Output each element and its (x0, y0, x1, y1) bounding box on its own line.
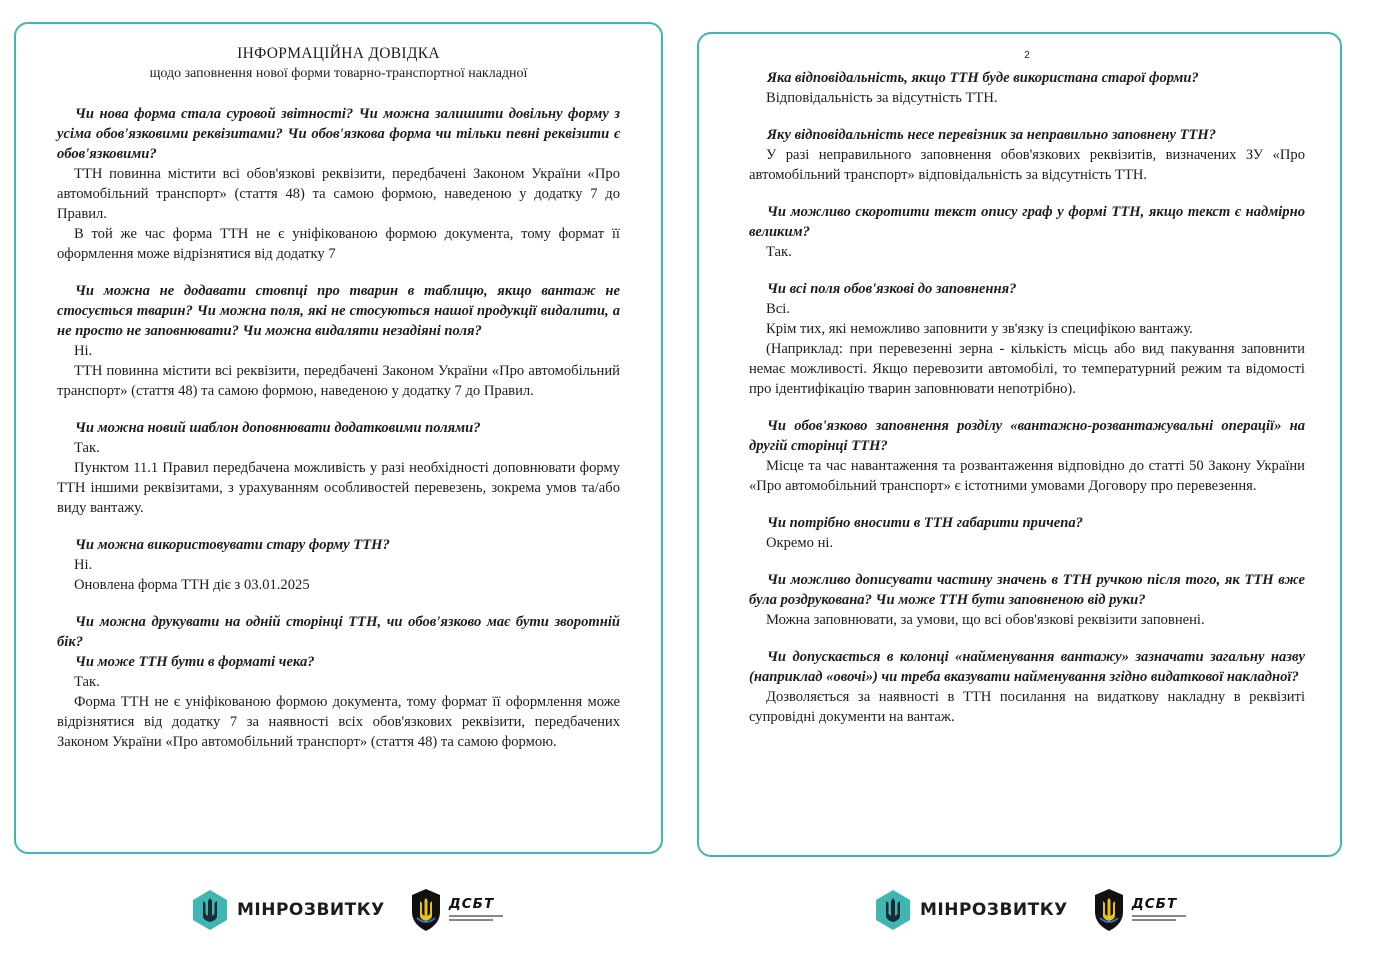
question-text: Чи всі поля обов'язкові до заповнення? (767, 281, 1017, 297)
answer-text: Всі. (766, 301, 790, 317)
qa-item (749, 647, 1305, 727)
answer-text: В той же час форма ТТН не є уніфікованою формою документа, тому формат її оформлення може відрізнятися від додатку 7 (57, 226, 620, 262)
answer-text: (Наприклад: при перевезенні зерна - кількість місць або вид пакування заповнити немає можливості. Якщо перевозити автомобілі, то температурний режим та відомості про ідентифікацію тварин заповнювати непотрібно). (749, 341, 1305, 397)
qa-item (57, 612, 620, 752)
question-text: Чи можливо дописувати частину значень в ТТН ручкою після того, як ТТН вже була роздрукована? Чи може ТТН бути заповненою від руки? (749, 572, 1305, 608)
footer-logos-right (874, 886, 1186, 934)
agency-subtitle-mark (1132, 915, 1186, 923)
qa-list (749, 68, 1305, 727)
ministry-logo (874, 889, 1068, 931)
question-text: Чи може ТТН бути в форматі чека? (75, 654, 315, 670)
answer-text: Оновлена форма ТТН діє з 03.01.2025 (74, 577, 310, 593)
qa-list (57, 104, 620, 752)
answer-text: Ні. (74, 557, 93, 573)
qa-item (57, 418, 620, 518)
answer-text: ТТН повинна містити всі обов'язкові реквізити, передбачені Законом України «Про автомобільний транспорт» (стаття 48) та самою формою, наведеною у додатку 7 до Правил. (57, 166, 620, 222)
agency-shield-icon (1094, 888, 1124, 932)
document-title: ІНФОРМАЦІЙНА ДОВІДКА (237, 45, 440, 62)
ministry-name: МІНРОЗВИТКУ (237, 900, 385, 920)
question-text: Чи можна друкувати на одній сторінці ТТН, чи обов'язково має бути зворотній бік? (57, 614, 620, 650)
answer-text: Так. (74, 674, 100, 690)
document-page-1 (14, 22, 663, 854)
question-text: Чи можна не додавати стовпці про тварин в таблицю, якщо вантаж не стосується тварин? Чи можна поля, які не стосуються нашої продукції видалити, а не просто не заповнювати? Чи можна видаляти незадіяні поля? (57, 283, 620, 339)
answer-text: Відповідальність за відсутність ТТН. (766, 90, 998, 106)
page-number: 2 (1024, 50, 1030, 61)
ministry-emblem-icon (874, 889, 912, 931)
agency-shield-icon (411, 888, 441, 932)
answer-text: Форма ТТН не є уніфікованою формою документа, тому формат її оформлення може відрізнятися від додатку 7 за наявності всіх обов'язкових реквізити, передбачених Законом України «Про автомобільний транспорт» (стаття 48) та самою формою. (57, 694, 620, 750)
answer-text: Можна заповнювати, за умови, що всі обов'язкові реквізити заповнені. (766, 612, 1205, 628)
question-text: Чи можна новий шаблон доповнювати додатковими полями? (75, 420, 481, 436)
question-text: Чи можна використовувати стару форму ТТН? (75, 537, 390, 553)
qa-item (749, 416, 1305, 496)
answer-text: Місце та час навантаження та розвантаження відповідно до статті 50 Закону України «Про автомобільний транспорт» є істотними умовами Договору про перевезення. (749, 458, 1305, 494)
answer-text: ТТН повинна містити всі реквізити, передбачені Законом України «Про автомобільний транспорт» (стаття 48) та самою формою, наведеною у додатку 7 до Правил. (57, 363, 620, 399)
question-text: Яку відповідальність несе перевізник за неправильно заповнену ТТН? (767, 127, 1217, 143)
question-text: Яка відповідальність, якщо ТТН буде використана старої форми? (767, 70, 1199, 86)
qa-item (749, 513, 1305, 553)
qa-item (749, 202, 1305, 262)
agency-logo (1094, 888, 1186, 932)
answer-text: Так. (74, 440, 100, 456)
qa-item (57, 281, 620, 401)
answer-text: У разі неправильного заповнення обов'язкових реквізитів, визначених ЗУ «Про автомобільний транспорт» відповідальність за відсутність ТТН. (749, 147, 1305, 183)
answer-text: Дозволяється за наявності в ТТН посилання на видаткову накладну в реквізиті супровідні документи на вантаж. (749, 689, 1305, 725)
ministry-logo (191, 889, 385, 931)
answer-text: Так. (766, 244, 792, 260)
qa-item (57, 535, 620, 595)
ministry-emblem-icon (191, 889, 229, 931)
document-subtitle: щодо заповнення нової форми товарно-транспортної накладної (149, 66, 528, 81)
question-text: Чи допускається в колонці «найменування вантажу» зазначати загальну назву (наприклад «овочі») чи треба вказувати найменування згідно видаткової накладної? (749, 649, 1305, 685)
ministry-name: МІНРОЗВИТКУ (920, 900, 1068, 920)
qa-item (57, 104, 620, 264)
footer-logos-left (191, 886, 503, 934)
agency-name: ДСБТ (448, 896, 495, 912)
answer-text: Окремо ні. (766, 535, 834, 551)
agency-subtitle-mark (449, 915, 503, 923)
question-text: Чи обов'язково заповнення розділу «вантажно-розвантажувальні операції» на другій сторінці ТТН? (749, 418, 1305, 454)
agency-name: ДСБТ (1131, 896, 1178, 912)
agency-logo (411, 888, 503, 932)
question-text: Чи можливо скоротити текст опису граф у формі ТТН, якщо текст є надмірно великим? (749, 204, 1305, 240)
answer-text: Крім тих, які неможливо заповнити у зв'язку із специфікою вантажу. (766, 321, 1193, 337)
question-text: Чи нова форма стала суровой звітності? Чи можна залишити довільну форму з усіма обов'язковими реквізитами? Чи обов'язкова форма чи тільки певні реквізити є обов'язковими? (57, 106, 620, 162)
answer-text: Ні. (74, 343, 93, 359)
document-page-2 (697, 32, 1342, 857)
qa-item (749, 125, 1305, 185)
answer-text: Пунктом 11.1 Правил передбачена можливість у разі необхідності доповнювати форму ТТН іншими реквізитами, з урахуванням особливостей перевезень, зокрема умов та/або виду вантажу. (57, 460, 620, 516)
qa-item (749, 68, 1305, 108)
qa-item (749, 279, 1305, 399)
qa-item (749, 570, 1305, 630)
question-text: Чи потрібно вносити в ТТН габарити причепа? (767, 515, 1083, 531)
